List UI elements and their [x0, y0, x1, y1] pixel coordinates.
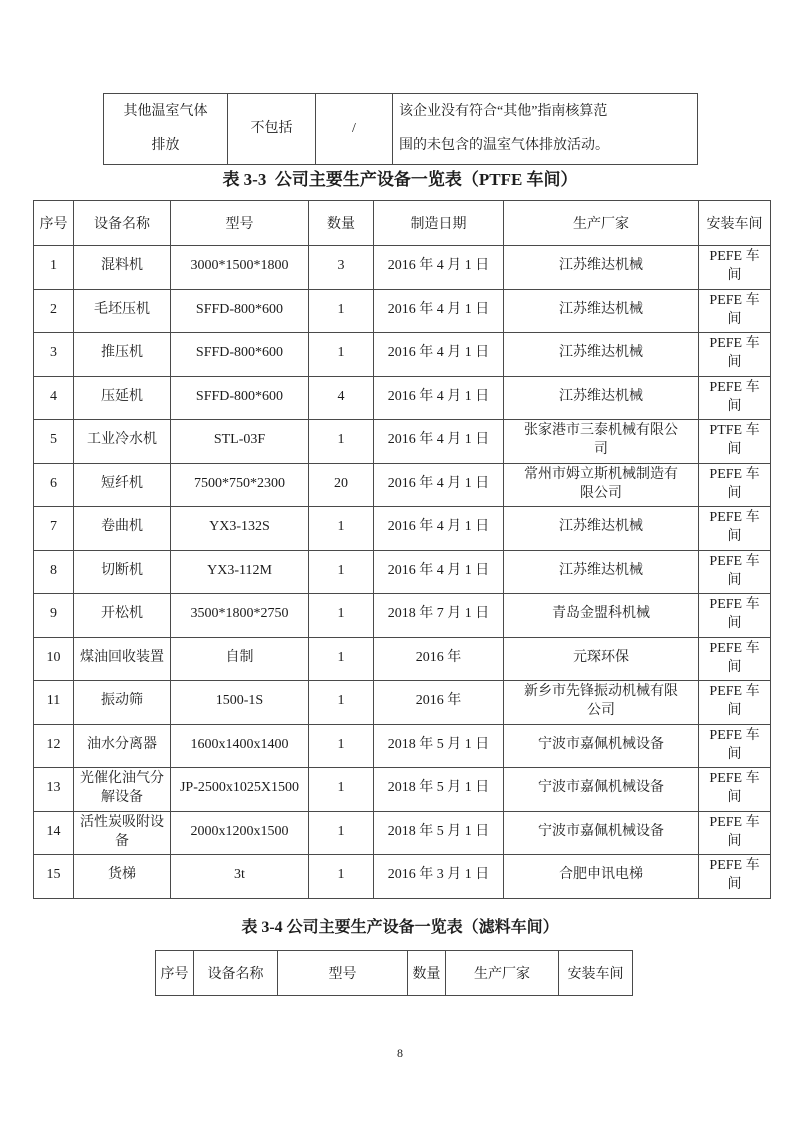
page-number: 8 [397, 1046, 403, 1060]
cell: 1 [309, 289, 374, 333]
cell: 货梯 [74, 855, 171, 899]
cell: 2018 年 7 月 1 日 [374, 594, 504, 638]
cell: 5 [34, 420, 74, 464]
text-line: 排放 [151, 138, 180, 153]
cell: 2016 年 [374, 681, 504, 725]
cell: 卷曲机 [74, 507, 171, 551]
cell: 3 [34, 333, 74, 377]
cell: 14 [34, 811, 74, 855]
cell: 4 [309, 376, 374, 420]
table-row [34, 550, 771, 594]
header-cell: 生产厂家 [504, 201, 699, 246]
cell: PEFE 车间 [699, 811, 771, 855]
cell: 短纤机 [74, 463, 171, 507]
cell: 1600x1400x1400 [171, 724, 309, 768]
cell: 开松机 [74, 594, 171, 638]
cell: 光催化油气分解设备 [74, 768, 171, 812]
header-cell: 型号 [171, 201, 309, 246]
cell: SFFD-800*600 [171, 289, 309, 333]
cell: 2018 年 5 月 1 日 [374, 724, 504, 768]
cell: PEFE 车间 [699, 246, 771, 290]
cell: PEFE 车间 [699, 376, 771, 420]
cell: 1 [309, 855, 374, 899]
cell: 8 [34, 550, 74, 594]
table-row [34, 681, 771, 725]
cell: 1 [309, 333, 374, 377]
cell: 1 [309, 507, 374, 551]
table-3-3-title: 表 3-3 公司主要生产设备一览表（PTFE 车间） [222, 170, 578, 189]
cell: 压延机 [74, 376, 171, 420]
equipment-table-ptfe-head [34, 201, 771, 246]
cell: 青岛金盟科机械 [504, 594, 699, 638]
cell: 20 [309, 463, 374, 507]
header-cell: 安装车间 [699, 201, 771, 246]
header-cell: 生产厂家 [446, 951, 559, 996]
cell: 3000*1500*1800 [171, 246, 309, 290]
equipment-table-ptfe [33, 200, 771, 899]
cell: 切断机 [74, 550, 171, 594]
cell: 1 [309, 637, 374, 681]
ghg-category-cell [104, 94, 228, 165]
cell: 2000x1200x1500 [171, 811, 309, 855]
cell: 2016 年 3 月 1 日 [374, 855, 504, 899]
cell: 混料机 [74, 246, 171, 290]
cell: 合肥申讯电梯 [504, 855, 699, 899]
cell: PEFE 车间 [699, 289, 771, 333]
text-line: 该企业没有符合“其他”指南核算范 [399, 104, 608, 119]
cell: 江苏维达机械 [504, 376, 699, 420]
cell: 10 [34, 637, 74, 681]
header-cell: 设备名称 [74, 201, 171, 246]
cell: 张家港市三泰机械有限公司 [504, 420, 699, 464]
cell: 2016 年 4 月 1 日 [374, 289, 504, 333]
cell: 宁波市嘉佩机械设备 [504, 724, 699, 768]
cell: 12 [34, 724, 74, 768]
table-row [34, 289, 771, 333]
cell: 13 [34, 768, 74, 812]
cell: 1 [34, 246, 74, 290]
cell: PEFE 车间 [699, 550, 771, 594]
cell: 9 [34, 594, 74, 638]
cell: 2018 年 5 月 1 日 [374, 811, 504, 855]
cell: 江苏维达机械 [504, 246, 699, 290]
table-row [34, 724, 771, 768]
cell: 3500*1800*2750 [171, 594, 309, 638]
cell: PEFE 车间 [699, 507, 771, 551]
cell: PEFE 车间 [699, 855, 771, 899]
cell: 7 [34, 507, 74, 551]
cell: 2 [34, 289, 74, 333]
cell: STL-03F [171, 420, 309, 464]
cell: 1 [309, 724, 374, 768]
table-row [34, 507, 771, 551]
cell: 2016 年 4 月 1 日 [374, 333, 504, 377]
cell: 4 [34, 376, 74, 420]
table-row [34, 333, 771, 377]
table-row [34, 594, 771, 638]
cell: 1500-1S [171, 681, 309, 725]
cell: 煤油回收装置 [74, 637, 171, 681]
cell: 江苏维达机械 [504, 333, 699, 377]
cell: 2016 年 4 月 1 日 [374, 550, 504, 594]
ghg-note-cell [393, 94, 698, 165]
header-cell: 型号 [278, 951, 408, 996]
cell: 工业冷水机 [74, 420, 171, 464]
equipment-table-ptfe-body [34, 246, 771, 899]
table-row [34, 637, 771, 681]
cell: 2016 年 4 月 1 日 [374, 376, 504, 420]
cell: 1 [309, 420, 374, 464]
cell: 2016 年 4 月 1 日 [374, 420, 504, 464]
table-row [34, 811, 771, 855]
header-cell: 序号 [34, 201, 74, 246]
cell: 1 [309, 550, 374, 594]
table-3-4-title: 表 3-4 公司主要生产设备一览表（滤料车间） [241, 919, 559, 936]
cell: 1 [309, 768, 374, 812]
header-row [156, 951, 633, 996]
cell: 2016 年 4 月 1 日 [374, 507, 504, 551]
cell: 2018 年 5 月 1 日 [374, 768, 504, 812]
cell: 新乡市先锋振动机械有限公司 [504, 681, 699, 725]
cell: 常州市姆立斯机械制造有限公司 [504, 463, 699, 507]
table-row [34, 420, 771, 464]
cell: 宁波市嘉佩机械设备 [504, 768, 699, 812]
cell: 2016 年 [374, 637, 504, 681]
cell: 活性炭吸附设备 [74, 811, 171, 855]
cell: 1 [309, 811, 374, 855]
cell: PTFE 车间 [699, 420, 771, 464]
cell: PEFE 车间 [699, 637, 771, 681]
cell: PEFE 车间 [699, 463, 771, 507]
cell: 毛坯压机 [74, 289, 171, 333]
cell: 11 [34, 681, 74, 725]
cell: 6 [34, 463, 74, 507]
equipment-table-filter-head [156, 951, 633, 996]
cell: SFFD-800*600 [171, 333, 309, 377]
cell: 3 [309, 246, 374, 290]
header-cell: 数量 [309, 201, 374, 246]
table-row [34, 246, 771, 290]
table-row [104, 94, 698, 165]
cell: 江苏维达机械 [504, 507, 699, 551]
cell: SFFD-800*600 [171, 376, 309, 420]
ghg-summary-table [103, 93, 698, 165]
ghg-value-cell: / [316, 94, 393, 165]
equipment-table-filter [155, 950, 633, 996]
cell: 元琛环保 [504, 637, 699, 681]
header-row [34, 201, 771, 246]
cell: YX3-132S [171, 507, 309, 551]
cell: 自制 [171, 637, 309, 681]
cell: 江苏维达机械 [504, 550, 699, 594]
table-row [34, 855, 771, 899]
cell: 振动筛 [74, 681, 171, 725]
cell: 7500*750*2300 [171, 463, 309, 507]
header-cell: 安装车间 [559, 951, 633, 996]
header-cell: 数量 [408, 951, 446, 996]
cell: 江苏维达机械 [504, 289, 699, 333]
cell: PEFE 车间 [699, 681, 771, 725]
cell: 2016 年 4 月 1 日 [374, 463, 504, 507]
cell: 15 [34, 855, 74, 899]
cell: PEFE 车间 [699, 333, 771, 377]
table-row [34, 768, 771, 812]
cell: 1 [309, 681, 374, 725]
cell: 3t [171, 855, 309, 899]
table-row [34, 463, 771, 507]
cell: 2016 年 4 月 1 日 [374, 246, 504, 290]
header-cell: 序号 [156, 951, 194, 996]
header-cell: 制造日期 [374, 201, 504, 246]
cell: 宁波市嘉佩机械设备 [504, 811, 699, 855]
cell: PEFE 车间 [699, 768, 771, 812]
cell: JP-2500x1025X1500 [171, 768, 309, 812]
table-row [34, 376, 771, 420]
cell: YX3-112M [171, 550, 309, 594]
cell: PEFE 车间 [699, 724, 771, 768]
cell: 1 [309, 594, 374, 638]
cell: PEFE 车间 [699, 594, 771, 638]
header-cell: 设备名称 [194, 951, 278, 996]
text-line: 其他温室气体 [123, 104, 208, 119]
text-line: 围的未包含的温室气体排放活动。 [399, 138, 609, 153]
ghg-included-cell: 不包括 [228, 94, 316, 165]
cell: 推压机 [74, 333, 171, 377]
cell: 油水分离器 [74, 724, 171, 768]
